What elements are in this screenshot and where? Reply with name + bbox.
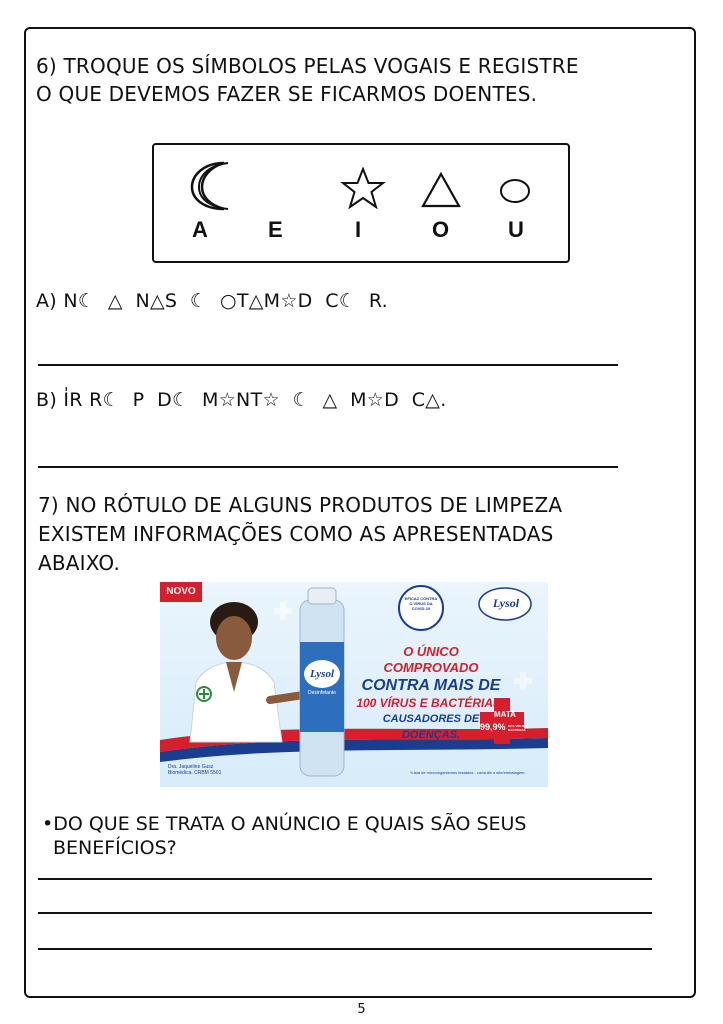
ad-brand-logo: Lysol [492,596,520,610]
ad-can-brand: Lysol [309,668,335,680]
ad-headline-4: CAUSADORES DE DOENÇAS. [382,713,480,741]
circle-icon [498,177,532,205]
question-7-line-3: ABAIXO. [38,551,121,575]
bullet-question [42,812,602,860]
legend-letter-a: A [192,217,208,242]
legend-letter-i: I [355,217,362,242]
riddle-a: A) N☾ △ N△S ☾ ○T△M☆D C☾ R. [36,290,389,312]
question-6-line-1: 6) TROQUE OS SÍMBOLOS PELAS VOGAIS E REGISTRE [36,54,579,78]
ad-headline-1: O ÚNICO COMPROVADO [383,644,479,675]
page-number: 5 [357,1002,366,1017]
crescent-moon-icon [184,159,248,211]
ad-footnote: *Lista de microorganismos testados - consulte o site/embalagem. [410,770,526,775]
star-icon [340,167,386,209]
ad-mata-label: MATA [494,710,516,719]
answer-line-7-1[interactable] [38,878,652,880]
lysol-ad-image [160,582,548,787]
answer-line-a[interactable] [38,364,618,366]
legend-letter-o: O [432,217,450,242]
ad-percent-note: DOS VÍRUS E BACTÉRIAS [508,724,528,732]
ad-person-caption [168,764,221,776]
question-7-line-2: EXISTEM INFORMAÇÕES COMO AS APRESENTADAS [38,522,554,546]
answer-line-b[interactable] [38,466,618,468]
question-6-title [36,52,676,108]
ad-person-name: Dra. Jaqueline Gusz [168,764,214,770]
ad-covid-seal: EFICAZ CONTRA O VÍRUS DA COVID-19 [404,596,438,611]
ad-person-role: Biomédica. CRBM 5501 [168,770,222,776]
answer-line-7-2[interactable] [38,912,652,914]
bullet-question-line-1: •DO QUE SE TRATA O ANÚNCIO E QUAIS SÃO SEUS [42,813,527,835]
ad-headline-3: 100 VÍRUS E BACTÉRIAS* [356,696,506,710]
vowel-legend-box [152,143,570,263]
legend-letter-e: E [268,217,283,242]
answer-line-7-3[interactable] [38,948,652,950]
riddle-b: B) I̍R R☾ P D☾ M☆NT☆ ☾ △ M☆D C△. [36,389,447,411]
triangle-icon [420,171,462,209]
ad-can-label: Desinfetante [307,690,337,696]
ad-percent: 99,9% [480,722,506,732]
bullet-question-line-2: BENEFÍCIOS? [53,837,177,859]
ad-headline-2: CONTRA MAIS DE [361,677,501,694]
question-7-title [38,491,678,578]
legend-letter-u: U [508,217,524,242]
ad-novo-badge: NOVO [160,582,202,602]
question-7-line-1: 7) NO RÓTULO DE ALGUNS PRODUTOS DE LIMPEZA [38,493,563,517]
question-6-line-2: O QUE DEVEMOS FAZER SE FICARMOS DOENTES. [36,82,538,106]
